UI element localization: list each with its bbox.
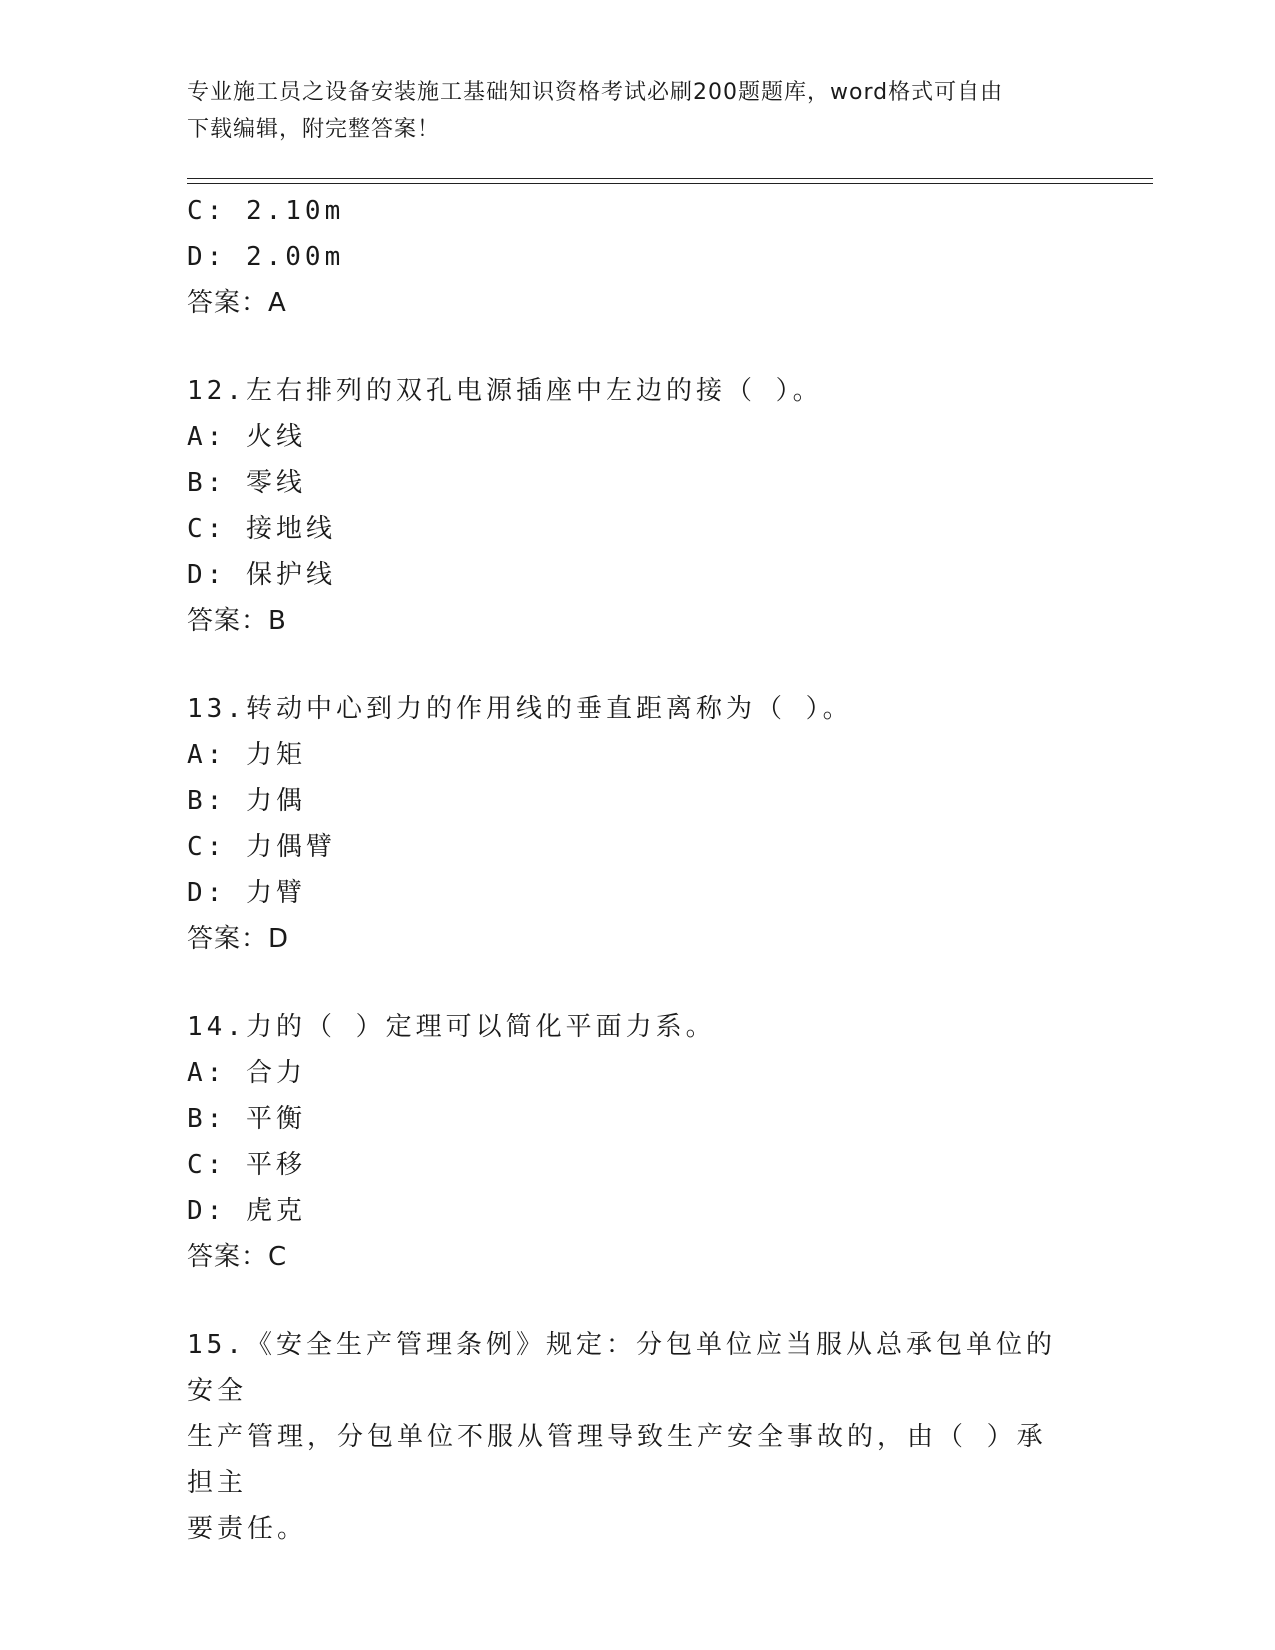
question-stem-line-2: 生产管理，分包单位不服从管理导致生产安全事故的，由（ ）承担主 bbox=[187, 1422, 1047, 1498]
header-title-line-1: 专业施工员之设备安装施工基础知识资格考试必刷200题题库，word格式可自由 bbox=[187, 80, 1004, 105]
spacer bbox=[187, 1280, 1087, 1322]
question-list bbox=[187, 188, 1087, 1552]
header-title-line-2: 下载编辑，附完整答案！ bbox=[187, 117, 441, 142]
question-stem-line-3: 要责任。 bbox=[187, 1514, 308, 1544]
option-b: B: 力偶 bbox=[187, 786, 306, 816]
question-15 bbox=[187, 1322, 1087, 1552]
question-stem: 14.力的（ ）定理可以简化平面力系。 bbox=[187, 1012, 716, 1042]
option-d: D: 2.00m bbox=[187, 242, 345, 272]
option-b: B: 零线 bbox=[187, 468, 306, 498]
option-d: D: 力臂 bbox=[187, 878, 306, 908]
question-11-continuation bbox=[187, 188, 1087, 326]
option-b: B: 平衡 bbox=[187, 1104, 306, 1134]
option-a: A: 火线 bbox=[187, 422, 306, 452]
option-d: D: 保护线 bbox=[187, 560, 336, 590]
question-stem-line-1: 15.《安全生产管理条例》规定：分包单位应当服从总承包单位的安全 bbox=[187, 1330, 1056, 1406]
option-d: D: 虎克 bbox=[187, 1196, 306, 1226]
header-divider-bottom bbox=[187, 183, 1153, 184]
header-divider-top bbox=[187, 178, 1153, 179]
answer-line: 答案：A bbox=[187, 288, 287, 318]
spacer bbox=[187, 326, 1087, 368]
question-stem: 13.转动中心到力的作用线的垂直距离称为（ ）。 bbox=[187, 694, 853, 724]
page-header bbox=[187, 74, 1067, 148]
answer-line: 答案：D bbox=[187, 924, 290, 954]
question-12 bbox=[187, 368, 1087, 644]
option-c: C: 平移 bbox=[187, 1150, 306, 1180]
answer-line: 答案：C bbox=[187, 1242, 288, 1272]
option-a: A: 力矩 bbox=[187, 740, 306, 770]
question-stem: 12.左右排列的双孔电源插座中左边的接（ ）。 bbox=[187, 376, 823, 406]
answer-line: 答案：B bbox=[187, 606, 287, 636]
question-13 bbox=[187, 686, 1087, 962]
spacer bbox=[187, 644, 1087, 686]
question-14 bbox=[187, 1004, 1087, 1280]
option-c: C: 2.10m bbox=[187, 196, 345, 226]
spacer bbox=[187, 962, 1087, 1004]
option-a: A: 合力 bbox=[187, 1058, 306, 1088]
option-c: C: 力偶臂 bbox=[187, 832, 336, 862]
option-c: C: 接地线 bbox=[187, 514, 336, 544]
